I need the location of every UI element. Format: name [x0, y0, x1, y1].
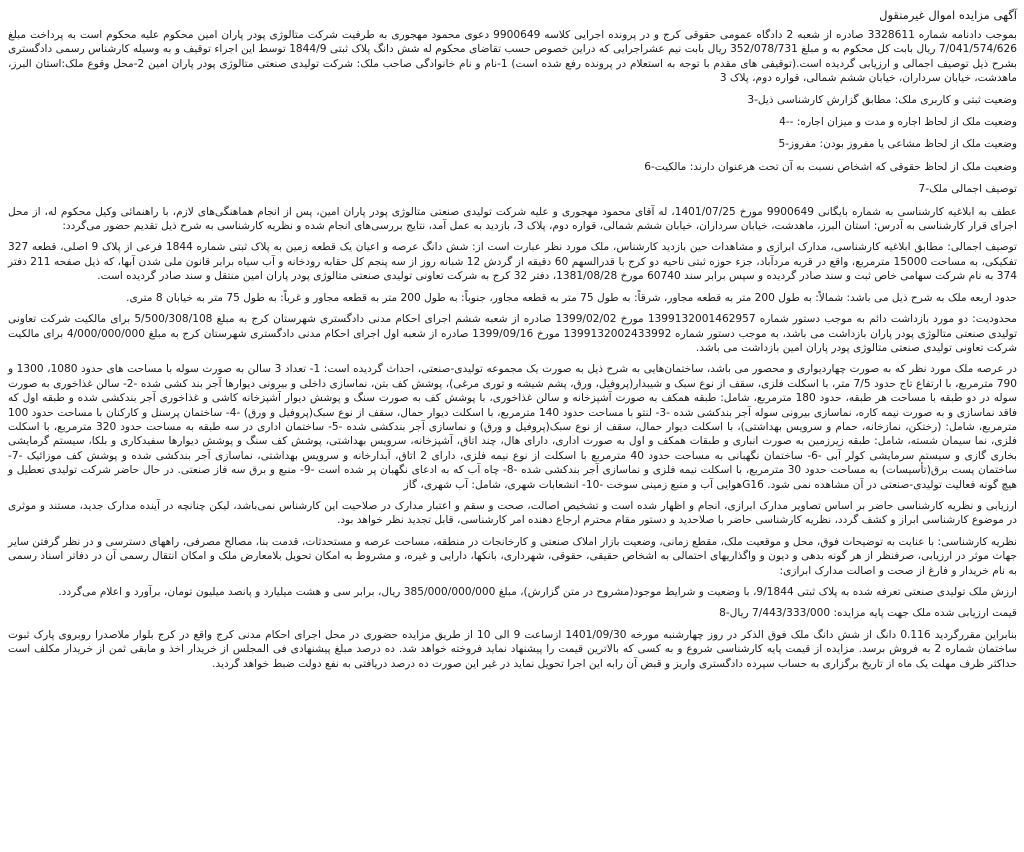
paragraph-expert-visit: عطف به ابلاغیه کارشناسی به شماره بایگانی 9900649 مورخ 1401/07/25، له آقای محمود مهجوری و علیه شرکت تولیدی صنعتی متالوژی پودر پاران امین، پس از انجام هماهنگی‌های لازم، با راهنمائی وکیل محکوم له، از محل اجرای قرار کارشناسی به آدرس: استان البرز، ماهدشت، خیابان سرداران، خیابان ششم شمالی، قواره دوم، پلاک 3، بازدید به عمل آمد، نتایج بررسی‌های انجام شده و نظریه کارشناسی به شرح ذیل تقدیم حضور می‌گردد: [8, 205, 1017, 233]
paragraph-valuation-disclaimer: ارزیابی و نظریه کارشناسی حاضر بر اساس تصاویر مدارک ابرازی، انجام و اظهار شده است و تشخیص اصالت، صحت و سقم و اعتبار مدارک در صلاحیت این کارشناس نمی‌باشد، لیکن چنانچه در آینده مدارک جدید، مستند و موثری در موضوع کارشناسی ابراز و کشف گردد، نظریه کارشناسی حاضر با صلاحدید و دستور مقام محترم ارجاع دهنده امر کارشناسی، قابل تجدید نظر خواهد بود. [8, 499, 1017, 527]
paragraph-restrictions: محدودیت: دو مورد بازداشت دائم به موجب دستور شماره 1399132001462957 مورخ 1399/02/02 صادره از شعبه ششم اجرای احکام مدنی دادگستری شهرستان کرج به مبلغ 5/500/308/108 برای مالکیت شرکت تعاونی تولیدی صنعتی متالوژی پودر پاران بازداشت می باشد، به موجب دستور شماره 1399132002433992 مورخ 1399/09/16 صادره از شعبه اول اجرای احکام مدنی دادگستری شهرستان کرج به مبلغ 4/000/000/000 برای مالکیت شرکت تعاونی تولیدی صنعتی متالوژی پودر پاران امین بازداشت می باشد. [8, 313, 1018, 354]
paragraph-legal-rights: وضعیت ملک از لحاظ حقوقی که اشخاص نسبت به آن تحت هرعنوان دارند: مالکیت-6 [644, 160, 1017, 173]
paragraph-registration-status: وضعیت ثبتی و کاربری ملک: مطابق گزارش کارشناسی ذیل-3 [747, 93, 1017, 106]
paragraph-base-price: قیمت ارزیابی شده ملک جهت پایه مزایده: 7/443/333/000 ریال-8 [719, 607, 1017, 620]
paragraph-summary-heading: توصیف اجمالی ملک-7 [918, 183, 1017, 196]
paragraph-judgment-intro: بموجب دادنامه شماره 3328611 صادره از شعبه 2 دادگاه عمومی حقوقی کرج و در پرونده اجرایی کلاسه 9900649 دعوی محمود مهجوری به طرفیت شرکت متالوژی پودر پاران امین محکوم علیه محکوم است به پرداخت مبلغ 7/041/574/626 ریال بابت کل محکوم به و مبلغ 352/078/731 ریال بابت نیم عشراجرایی که دراین خصوص حسب تقاضای محکوم له شش دانگ پلاک ثبتی 1844/9 توسط این اجراء توقیف و به وسیله کارشناس رسمی دادگستری بشرح ذیل توصیف اجمالی و ارزیابی گردیده است.(توقیفی های مقدم با توجه به استعلام در پرونده رفع شده است) 1-نام و نام خانوادگی صاحب ملک: شرکت تولیدی صنعتی متالوژی پودر پاران امین 2-محل وقوع ملک:استان البرز، ماهدشت، خیابان سرداران، خیابان ششم شمالی، قواره دوم، پلاک 3 [8, 29, 1018, 85]
paragraph-auction-terms: بنابراین مقررگردید 0.116 دانگ از شش دانگ ملک فوق الذکر در روز چهارشنبه مورخه 1401/09/30 ازساعت 9 الی 10 از طریق مزایده حضوری در محل اجرای احکام مدنی کرج واقع در کرج بلوار ملاصدرا روبروی پارک ثبوت ساختمان شماره 2 به فروش برسد. مزایده از قیمت پایه کارشناسی شروع و به کسی که بالاترین قیمت را پیشنهاد نماید فروخته خواهد شد. ده درصد مبلغ پیشنهادی فی المجلس از خریدار اخذ و مابقی ثمن از خریدار مکلف است حداکثر ظرف مهلت یک ماه از تاریخ برگزاری به حساب سپرده دادگستری واریز و قبض آن رابه این اجرا تحویل نماید در غیر این صورت ده درصد دریافتی به نفع دولت ضبط خواهد گردید. [8, 628, 1018, 670]
paragraph-lease-status: وضعیت ملک از لحاظ اجاره و مدت و میزان اجاره: --4 [779, 116, 1017, 129]
paragraph-property-value: ارزش ملک تولیدی صنعتی تعرفه شده به پلاک ثبتی 9/1844، با وضعیت و شرایط موجود(مشروح در متن گزارش)، مبلغ 385/000/000/000 ریال، برابر سی و هشت میلیارد و پانصد میلیون تومان، برآورد و اعلام می‌گردد. [58, 586, 1017, 598]
paragraph-boundaries: حدود اربعه ملک به شرح ذیل می باشد: شمالاً: به طول 200 متر به قطعه مجاور، شرقاً: به طول 75 متر به قطعه مجاور، جنوباً: به طول 200 متر به قطعه مجاور و غرباً: به طول 75 متر به خیابان 8 متری. [126, 291, 1017, 304]
paragraph-property-description: توصیف اجمالی: مطابق ابلاغیه کارشناسی، مدارک ابرازی و مشاهدات حین بازدید کارشناس، ملک مورد نظر عبارت است از: شش دانگ عرصه و اعیان یک قطعه زمین به پلاک ثبتی شماره 1844 فرعی از پلاک 9 اصلی، قطعه 327 تفکیکی، به مساحت 15000 مترمربع، واقع در قریه مردآباد، جزء حوزه ثبتی ناحیه دو کرج با قدرالسهم 60 دقیقه از گردش 12 شبانه روز از سه پنجم کل حقابه رودخانه و آب سیاه برابر قانون ملی شدن آبها، که ذیل صفحه 211 دفتر 374 به نام شرکت سهامی خاص ثبت و سند صادر گردیده و سپس برابر سند 60740 مورخ 1381/08/28، دفتر 32 کرج به شرکت تعاونی تولیدی صنعتی متالوژی پودر پاران امین منتقل و سند صادر گردیده است. [8, 241, 1018, 283]
notice-title: آگهی مزایده اموال غیرمنقول [879, 8, 1017, 22]
paragraph-expert-opinion: نظریه کارشناسی: با عنایت به توضیحات فوق، محل و موقعیت ملک، مقطع زمانی، وضعیت بازار املاک صنعتی و کارخانجات در منطقه، مساحت عرصه و مستحدثات، قدمت بنا، مصالح مصرفی، راههای دسترسی و در نظر گرفتن سایر جهات موثر در ارزیابی، صرفنظر از هر گونه بدهی و دیون و واگذاریهای احتمالی به اشخاص حقیقی، حقوقی، شهرداری، بانکها، دارایی و غیره، و مشروط به امکان تحویل بلامعارض ملک و امکان انتقال رسمی آن در دفاتر اسناد رسمی به نام خریدار و فارغ از صحت و اصالت مدارک ابرازی: [8, 535, 1017, 577]
paragraph-shared-status: وضعیت ملک از لحاظ مشاعی یا مفروز بودن: مفروز-5 [778, 138, 1017, 151]
paragraph-buildings: در عرصه ملک مورد نظر که به صورت چهاردیواری و محصور می باشد، ساختمان‌هایی به شرح ذیل به صورت یک مجموعه تولیدی-صنعتی، احداث گردیده است: 1- تعداد 3 سالن به صورت سوله با مساحت های حدود 1080، 1300 و 790 مترمربع، با ارتفاع تاج حدود 7/5 متر، با اسکلت فلزی، سقف از نوع سبک و شیبدار(پروفیل، ورق، پشم شیشه و توری مرغی)، پوشش کف بتن، نماسازی داخلی و بیرونی دیوارها آجر بند کشی شده -2- سالن غذاخوری به صورت سوله در دو طبقه با مساحت هر طبقه، حدود 180 مترمربع، شامل: طبقه همکف به صورت آشپزخانه و سالن غذاخوری، با پوشش کف به صورت سنگ و پوشش دیوار آشپزخانه کاشی و غذاخوری آجر بندکشی شده و طبقه اول که فاقد نماسازی و به صورت نیمه کاره، نماسازی بیرونی سوله آجر بندکشی شده -3- لنتو با مساحت حدود 140 مترمربع، با اسکلت دیوار حمال، سقف از نوع سبک(پروفیل و ورق) -4- ساختمان پرسنل و کارکنان با مساحت حدود 100 مترمربع، شامل: (رختکن، نمازخانه، حمام و سرویس بهداشتی)، با اسکلت دیوار حمال، سقف از نوع سبک(پروفیل و ورق) و نماسازی آجر بندکشی شده -5- ساختمان اداری در سه طبقه به مساحت حدود 320 مترمربع، با اسکلت فلزی، نما سیمان شسته، شامل: طبقه زیرزمین به صورت انباری و طبقات همکف و اول به صورت اداری، دارای هال، چند اتاق، آشپزخانه، سرویس بهداشتی، پوشش کف سنگ و پوشش دیوارها سفیدکاری و بلکا، سیستم گرمایشی بخاری گازی و سیستم سرمایشی کولر آبی -6- ساختمان نگهبانی به مساحت حدود 40 مترمربع با اسکلت از نوع نیمه فلزی، دارای 2 اتاق، آبدارخانه و سرویس بهداشتی، نماسازی آجر بندکشی شده و پوشش کف موزائیک -7- ساختمان پست برق(تأسیسات) به مساحت حدود 30 مترمربع، با اسکلت نیمه فلزی و نماسازی آجر بندکشی شده -8- چاه آب که به ادعای نگهبان پر شده است -9- منبع و برق سه فاز صنعتی. در حال حاضر شرکت تولیدی تعطیل و هیچ گونه فعالیت تولیدی-صنعتی در آن مشاهده نمی شود. G16هوایی آب و منبع زمینی سوخت -10- انشعابات شهری، شامل: آب شهری، گاز [8, 363, 1018, 491]
